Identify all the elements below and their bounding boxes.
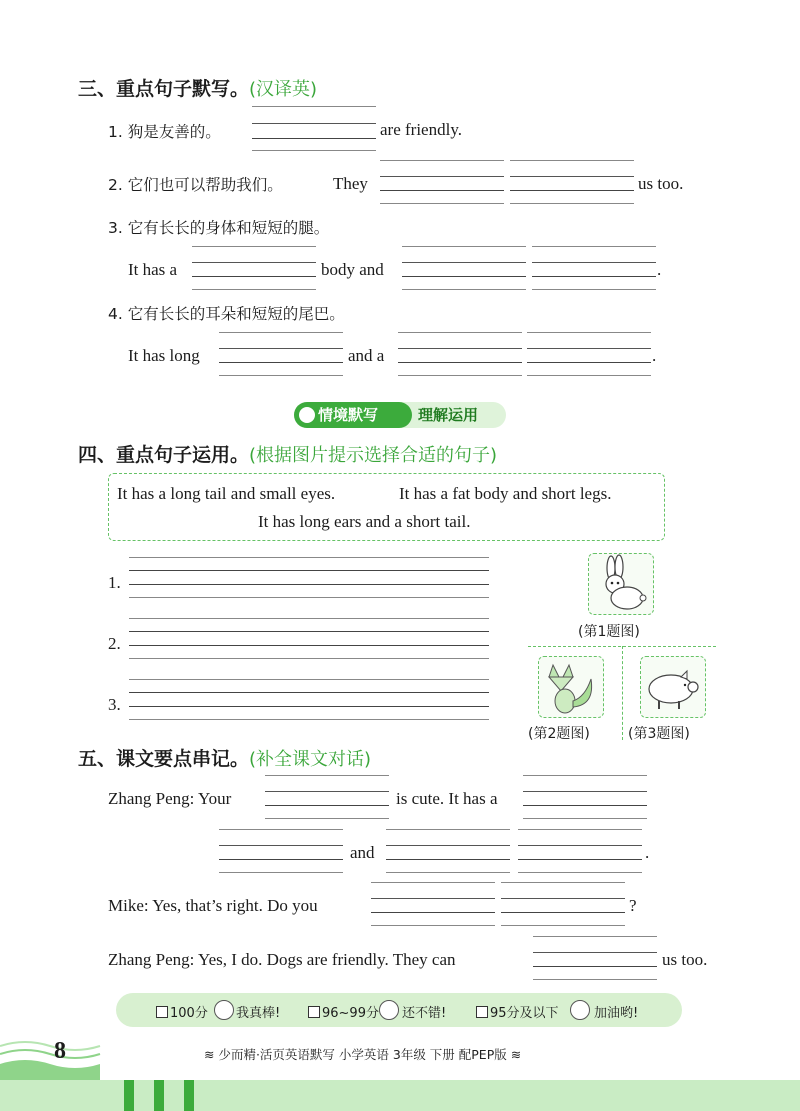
dialog-blank-6[interactable] bbox=[371, 912, 495, 913]
q3-blank-3[interactable] bbox=[532, 276, 656, 277]
checkbox-icon[interactable] bbox=[308, 1006, 320, 1018]
writing-guide bbox=[527, 375, 651, 376]
writing-guide bbox=[380, 203, 504, 204]
dialog-blank-1[interactable] bbox=[265, 805, 389, 806]
writing-guide bbox=[532, 246, 656, 247]
score-option-3[interactable]: 95分及以下 bbox=[476, 1002, 559, 1021]
writing-guide bbox=[523, 775, 647, 776]
q3-before: It has a bbox=[128, 260, 178, 279]
writing-guide bbox=[192, 246, 316, 247]
writing-guide bbox=[380, 176, 504, 177]
writing-guide bbox=[192, 289, 316, 290]
writing-guide bbox=[386, 829, 510, 830]
writing-guide bbox=[398, 375, 522, 376]
option-2: It has a fat body and short legs. bbox=[399, 484, 612, 503]
writing-guide bbox=[527, 332, 651, 333]
dialog-blank-3[interactable] bbox=[219, 859, 343, 860]
writing-guide bbox=[518, 829, 642, 830]
paw-icon bbox=[299, 407, 315, 423]
q3-blank-2[interactable] bbox=[402, 276, 526, 277]
rabbit-icon bbox=[589, 554, 653, 614]
answer-1[interactable] bbox=[129, 584, 489, 585]
q3-chinese: 3. 它有长长的身体和短短的腿。 bbox=[108, 219, 330, 237]
writing-guide bbox=[265, 775, 389, 776]
dialog-4-a: Zhang Peng: Yes, I do. Dogs are friendly. They can bbox=[108, 950, 456, 969]
q4-blank-1[interactable] bbox=[219, 362, 343, 363]
q3-mid: body and bbox=[321, 260, 384, 279]
q1-english: are friendly. bbox=[380, 120, 462, 139]
dialog-4-b: us too. bbox=[662, 950, 708, 969]
q1-blank[interactable] bbox=[252, 138, 376, 139]
q3-blank-1[interactable] bbox=[192, 276, 316, 277]
writing-guide bbox=[129, 679, 489, 680]
q4-blank-3[interactable] bbox=[527, 362, 651, 363]
answer-2[interactable] bbox=[129, 645, 489, 646]
writing-guide bbox=[129, 692, 489, 693]
writing-guide bbox=[219, 348, 343, 349]
answer-num-2: 2. bbox=[108, 634, 121, 653]
writing-guide bbox=[501, 898, 625, 899]
writing-guide bbox=[402, 246, 526, 247]
writing-guide bbox=[129, 618, 489, 619]
writing-guide bbox=[380, 160, 504, 161]
wave-icon: ≋ bbox=[506, 1047, 522, 1062]
option-3: It has long ears and a short tail. bbox=[258, 512, 471, 531]
checkbox-icon[interactable] bbox=[156, 1006, 168, 1018]
q3-end: . bbox=[657, 260, 662, 279]
score-praise-3: 加油哟! bbox=[594, 1006, 639, 1021]
writing-guide bbox=[518, 872, 642, 873]
dialog-1-a: Zhang Peng: Your bbox=[108, 789, 232, 808]
writing-guide bbox=[501, 882, 625, 883]
writing-guide bbox=[219, 872, 343, 873]
q2-after: us too. bbox=[638, 174, 684, 193]
writing-guide bbox=[510, 176, 634, 177]
writing-guide bbox=[398, 332, 522, 333]
score-option-1[interactable]: 100分 bbox=[156, 1002, 208, 1021]
section4-title: 四、重点句子运用。(根据图片提示选择合适的句子) bbox=[78, 444, 498, 466]
writing-guide bbox=[252, 150, 376, 151]
cheer-face-icon bbox=[570, 1000, 590, 1020]
writing-guide bbox=[518, 845, 642, 846]
section5-title: 五、课文要点串记。(补全课文对话) bbox=[78, 748, 372, 770]
score-praise-2: 还不错! bbox=[402, 1006, 447, 1021]
page-number: 8 bbox=[54, 1038, 66, 1064]
q4-mid: and a bbox=[348, 346, 385, 365]
caption-1: (第1题图) bbox=[578, 624, 640, 640]
dialog-blank-7[interactable] bbox=[501, 912, 625, 913]
happy-face-icon bbox=[214, 1000, 234, 1020]
dialog-2-a: and bbox=[350, 843, 375, 862]
writing-guide bbox=[386, 872, 510, 873]
answer-num-3: 3. bbox=[108, 695, 121, 714]
writing-guide bbox=[129, 658, 489, 659]
writing-guide bbox=[219, 375, 343, 376]
q2-chinese: 2. 它们也可以帮助我们。 bbox=[108, 176, 283, 194]
fox-icon bbox=[539, 657, 603, 717]
q1-blank-guide bbox=[252, 123, 376, 124]
writing-guide bbox=[532, 289, 656, 290]
answer-num-1: 1. bbox=[108, 573, 121, 592]
banner-pill: 情境默写 bbox=[294, 402, 412, 428]
q2-blank-2[interactable] bbox=[510, 190, 634, 191]
q2-before: They bbox=[333, 174, 368, 193]
section3-title: 三、重点句子默写。(汉译英) bbox=[78, 78, 318, 100]
writing-guide bbox=[398, 348, 522, 349]
caption-3: (第3题图) bbox=[628, 726, 690, 742]
writing-guide bbox=[219, 829, 343, 830]
writing-guide bbox=[129, 631, 489, 632]
checkbox-icon[interactable] bbox=[476, 1006, 488, 1018]
writing-guide bbox=[523, 791, 647, 792]
pig-icon bbox=[641, 657, 705, 717]
q2-blank-1[interactable] bbox=[380, 190, 504, 191]
wave-icon: ≋ bbox=[204, 1047, 219, 1062]
writing-guide bbox=[371, 925, 495, 926]
writing-guide bbox=[129, 597, 489, 598]
divider bbox=[622, 646, 623, 740]
dialog-blank-4[interactable] bbox=[386, 859, 510, 860]
q4-before: It has long bbox=[128, 346, 200, 365]
dialog-blank-5[interactable] bbox=[518, 859, 642, 860]
writing-guide bbox=[402, 262, 526, 263]
banner-subtitle: 理解运用 bbox=[418, 406, 479, 424]
writing-guide bbox=[501, 925, 625, 926]
writing-guide bbox=[129, 719, 489, 720]
fox-image bbox=[538, 656, 604, 718]
answer-3[interactable] bbox=[129, 706, 489, 707]
writing-guide bbox=[527, 348, 651, 349]
writing-guide bbox=[371, 898, 495, 899]
section-banner bbox=[294, 402, 506, 428]
dialog-blank-2[interactable] bbox=[523, 805, 647, 806]
q4-blank-2[interactable] bbox=[398, 362, 522, 363]
footer-text: ≋ 少而精·活页英语默写 小学英语 3年级 下册 配PEP版 ≋ bbox=[204, 1047, 522, 1062]
writing-guide bbox=[371, 882, 495, 883]
dialog-3-b: ? bbox=[629, 896, 637, 915]
writing-guide bbox=[533, 979, 657, 980]
dialog-blank-8[interactable] bbox=[533, 966, 657, 967]
writing-guide bbox=[129, 570, 489, 571]
writing-guide bbox=[219, 845, 343, 846]
writing-guide bbox=[402, 289, 526, 290]
writing-guide bbox=[533, 952, 657, 953]
dialog-1-b: is cute. It has a bbox=[396, 789, 498, 808]
smile-face-icon bbox=[379, 1000, 399, 1020]
pig-image bbox=[640, 656, 706, 718]
writing-guide bbox=[219, 332, 343, 333]
q4-end: . bbox=[652, 346, 657, 365]
writing-guide bbox=[129, 557, 489, 558]
writing-guide bbox=[510, 160, 634, 161]
writing-guide bbox=[265, 818, 389, 819]
q4-chinese: 4. 它有长长的耳朵和短短的尾巴。 bbox=[108, 305, 345, 323]
writing-guide bbox=[265, 791, 389, 792]
caption-2: (第2题图) bbox=[528, 726, 590, 742]
rabbit-image bbox=[588, 553, 654, 615]
writing-guide bbox=[510, 203, 634, 204]
writing-guide bbox=[523, 818, 647, 819]
writing-guide bbox=[532, 262, 656, 263]
writing-guide bbox=[192, 262, 316, 263]
score-praise-1: 我真棒! bbox=[236, 1006, 281, 1021]
q1-chinese: 1. 狗是友善的。 bbox=[108, 123, 221, 141]
writing-guide bbox=[252, 106, 376, 107]
dialog-3-a: Mike: Yes, that’s right. Do you bbox=[108, 896, 318, 915]
score-bar bbox=[116, 993, 682, 1027]
score-option-2[interactable]: 96~99分 bbox=[308, 1002, 379, 1021]
dialog-2-b: . bbox=[645, 843, 650, 862]
writing-guide bbox=[533, 936, 657, 937]
writing-guide bbox=[386, 845, 510, 846]
option-1: It has a long tail and small eyes. bbox=[117, 484, 336, 503]
